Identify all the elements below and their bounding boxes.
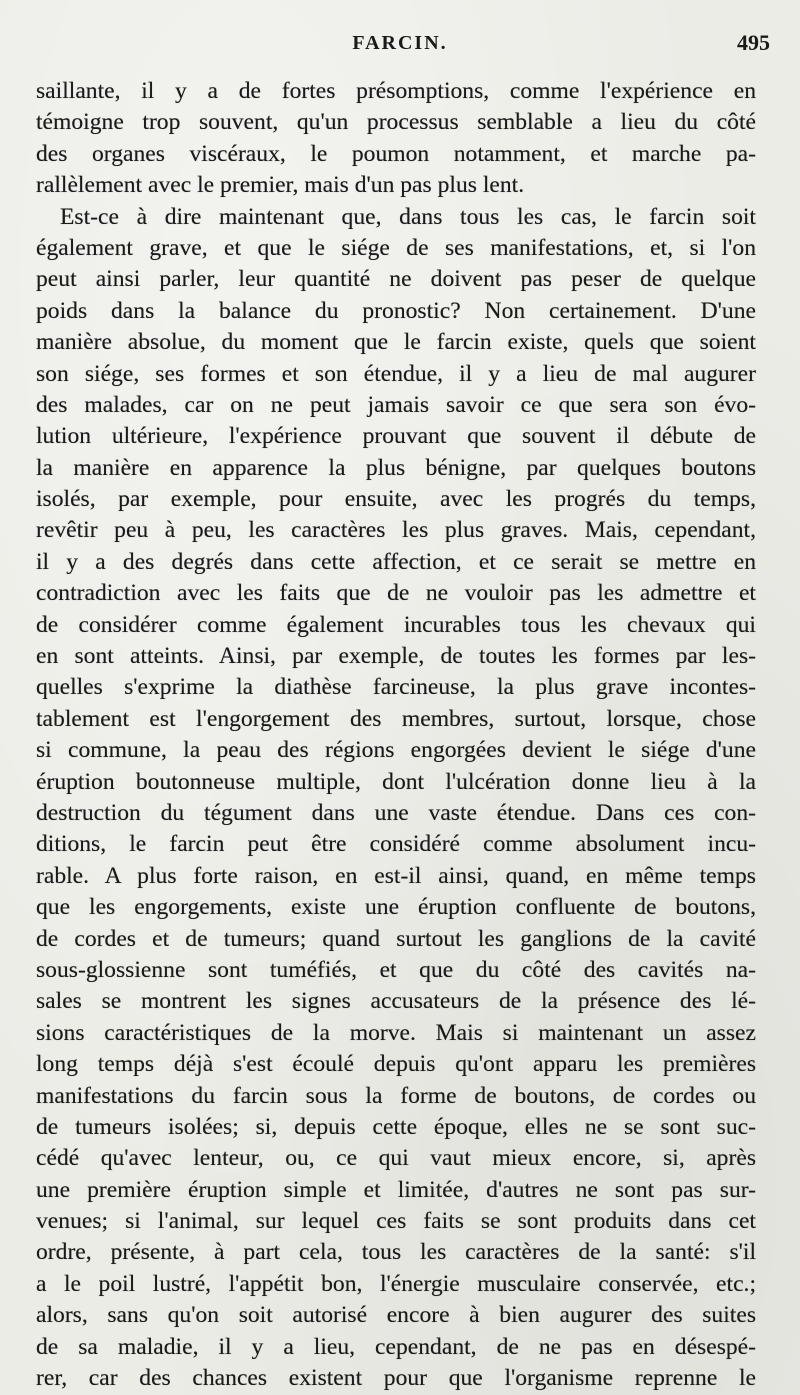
text-line: des malades, car on ne peut jamais savoir ce que sera son évo-: [36, 391, 756, 418]
text-line: rer, car des chances existent pour que l'organisme reprenne le: [36, 1365, 756, 1392]
running-title: FARCIN.: [352, 32, 448, 54]
text-line: manifestations du farcin sous la forme de boutons, de cordes ou: [36, 1082, 756, 1109]
text-line: témoigne trop souvent, qu'un processus semblable a lieu du côté: [36, 109, 756, 136]
text-line: a le poil lustré, l'appétit bon, l'énergie musculaire conservée, etc.;: [36, 1270, 756, 1297]
text-line: manière absolue, du moment que le farcin existe, quels que soient: [36, 329, 756, 356]
text-line: de sa maladie, il y a lieu, cependant, de ne pas en désespé-: [36, 1333, 756, 1360]
text-line: ditions, le farcin peut être considéré comme absolument incu-: [36, 831, 756, 858]
text-line: alors, sans qu'on soit autorisé encore à bien augurer des suites: [36, 1302, 756, 1329]
page-number: 495: [737, 30, 770, 55]
text-line: rable. A plus forte raison, en est-il ainsi, quand, en même temps: [36, 862, 756, 889]
text-line: cédé qu'avec lenteur, ou, ce qui vaut mieux encore, si, après: [36, 1145, 756, 1172]
text-line: destruction du tégument dans une vaste étendue. Dans ces con-: [36, 799, 756, 826]
text-line: des organes viscéraux, le poumon notamment, et marche pa-: [36, 140, 756, 167]
text-line: ordre, présente, à part cela, tous les caractères de la santé: s'il: [36, 1239, 756, 1266]
text-line: isolés, par exemple, pour ensuite, avec les progrés du temps,: [36, 486, 756, 513]
text-line: de cordes et de tumeurs; quand surtout les ganglions de la cavité: [36, 925, 756, 952]
text-line: en sont atteints. Ainsi, par exemple, de toutes les formes par les-: [36, 643, 756, 670]
text-line: Est-ce à dire maintenant que, dans tous les cas, le farcin soit: [60, 203, 756, 230]
text-line: poids dans la balance du pronostic? Non certainement. D'une: [36, 297, 756, 324]
text-line: saillante, il y a de fortes présomptions, comme l'expérience en: [36, 78, 756, 104]
text-line: sales se montrent les signes accusateurs de la présence des lé-: [36, 988, 756, 1015]
text-line: éruption boutonneuse multiple, dont l'ulcération donne lieu à la: [36, 768, 756, 795]
text-line: sous-glossienne sont tuméfiés, et que du côté des cavités na-: [36, 956, 756, 983]
text-line: une première éruption simple et limitée, d'autres ne sont pas sur-: [36, 1176, 756, 1203]
text-line: quelles s'exprime la diathèse farcineuse, la plus grave incontes-: [36, 674, 756, 701]
text-line: long temps déjà s'est écoulé depuis qu'ont apparu les premières: [36, 1051, 756, 1078]
text-line: tablement est l'engorgement des membres, surtout, lorsque, chose: [36, 705, 756, 732]
text-line: de considérer comme également incurables tous les chevaux qui: [36, 611, 756, 638]
text-line: venues; si l'animal, sur lequel ces faits se sont produits dans cet: [36, 1208, 756, 1235]
text-line: contradiction avec les faits que de ne vouloir pas les admettre et: [36, 580, 756, 607]
text-line: si commune, la peau des régions engorgées devient le siége d'une: [36, 737, 756, 764]
text-line: la manière en apparence la plus bénigne, par quelques boutons: [36, 454, 756, 481]
running-head: [0, 30, 800, 64]
text-line: il y a des degrés dans cette affection, et ce serait se mettre en: [36, 548, 756, 575]
text-line: lution ultérieure, l'expérience prouvant que souvent il débute de: [36, 423, 756, 450]
text-line: rallèlement avec le premier, mais d'un pas plus lent.: [36, 172, 525, 199]
text-line: que les engorgements, existe une éruption confluente de boutons,: [36, 894, 756, 921]
text-line: de tumeurs isolées; si, depuis cette époque, elles ne se sont suc-: [36, 1113, 756, 1140]
text-line: peut ainsi parler, leur quantité ne doivent pas peser de quelque: [36, 266, 756, 293]
text-line: sions caractéristiques de la morve. Mais si maintenant un assez: [36, 1019, 756, 1046]
text-line: son siége, ses formes et son étendue, il y a lieu de mal augurer: [36, 360, 756, 387]
body-text: [36, 76, 756, 1394]
text-line: revêtir peu à peu, les caractères les plus graves. Mais, cependant,: [36, 517, 756, 544]
text-line: également grave, et que le siége de ses manifestations, et, si l'on: [36, 234, 756, 261]
